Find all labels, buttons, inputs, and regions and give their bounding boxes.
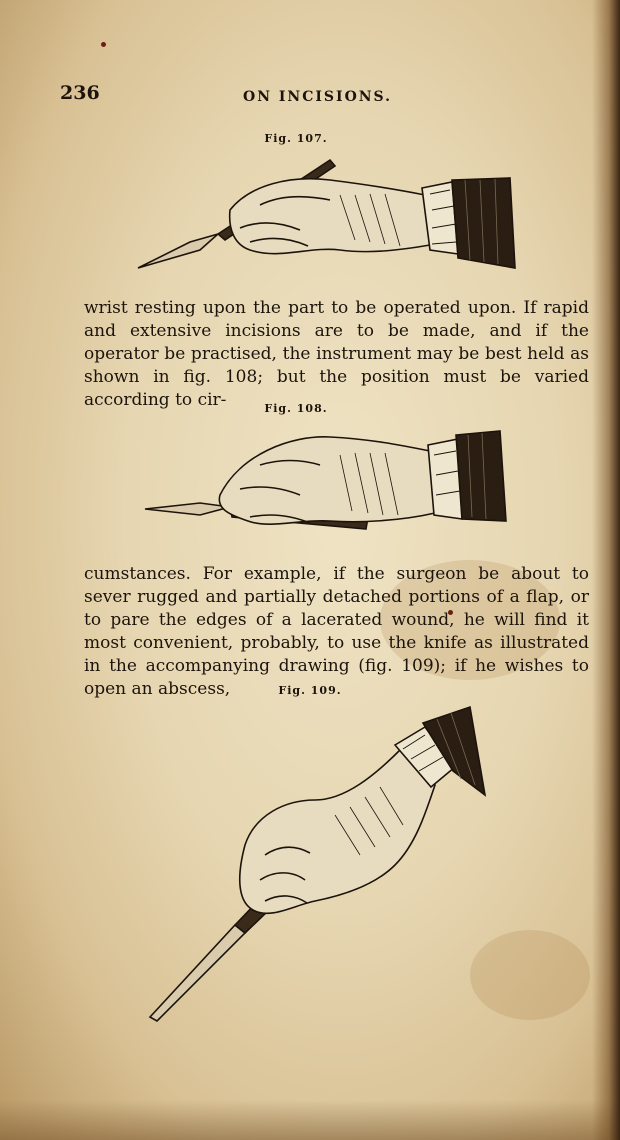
page-edge-shadow [592, 0, 620, 1140]
running-head: ON INCISIONS. [243, 89, 393, 105]
page-number: 236 [60, 82, 100, 104]
hand-holding-knife-pointing-down-icon [145, 705, 490, 1025]
hand-holding-knife-pinch-grip-icon [140, 425, 510, 545]
hand-holding-scalpel-horizontal-icon [130, 150, 520, 275]
page-header [60, 82, 595, 110]
body-paragraph: cumstances. For example, if the surgeon be about to sever rugged and partially detached portions of a flap, or to pare the edges of a lacerated wound, he will find it most convenient, probably, to use the knife as illustrated in the accompanying drawing (fig. 109); if he wishes to open an abscess, [84, 564, 589, 699]
body-paragraph: wrist resting upon the part to be operated upon. If rapid and extensive incisions are to be made, and if the operator be practised, the instrument may be best held as shown in fig. 108; but the position must be varied according to cir- [84, 298, 589, 410]
figure-caption: Fig. 108. [264, 402, 328, 415]
page-edge-shadow [0, 1100, 620, 1140]
ink-speck [101, 42, 106, 47]
figure-caption: Fig. 107. [264, 132, 328, 145]
figure-caption: Fig. 109. [278, 684, 342, 697]
